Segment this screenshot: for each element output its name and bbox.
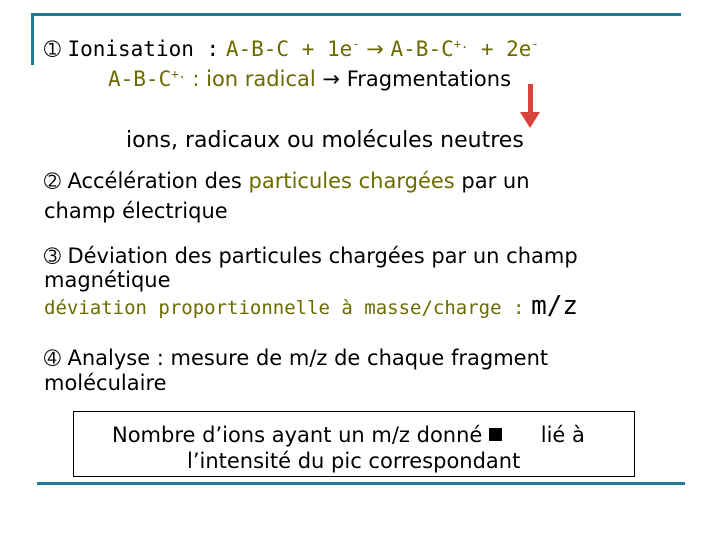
step3-text: Déviation des particules chargées par un champ xyxy=(67,244,578,268)
step1-equation-left: A-B-C + 1e xyxy=(225,37,353,61)
square-bullet-icon xyxy=(489,428,502,441)
box-line1a: Nombre d’ions ayant un m/z donné xyxy=(112,423,483,447)
summary-box xyxy=(73,411,635,477)
step1-minus2: - xyxy=(531,37,539,51)
step3-number: ➂ xyxy=(44,244,61,268)
step1-plus: + 2e xyxy=(468,37,532,61)
step3-line3 xyxy=(44,291,579,321)
step4-line2: moléculaire xyxy=(44,371,167,395)
step1-sup-radical2: +. xyxy=(171,67,186,81)
bottom-rule xyxy=(37,482,685,485)
step2-line2: champ électrique xyxy=(44,199,228,223)
step2-text-b: par un xyxy=(454,169,530,193)
step1-result: ions, radicaux ou molécules neutres xyxy=(126,128,524,153)
step1-minus1: - xyxy=(352,37,360,51)
step3-line2: magnétique xyxy=(44,268,171,292)
step4-number: ➃ xyxy=(44,346,61,370)
step3-deviation: déviation proportionnelle à masse/charge : xyxy=(44,297,525,319)
step1-equation-right: A-B-C xyxy=(390,37,454,61)
step2-text-a: Accélération des xyxy=(67,169,249,193)
step2-number: ➁ xyxy=(44,169,61,193)
step3-line1 xyxy=(44,244,578,268)
step1-line2-mid: : ion radical xyxy=(192,67,316,91)
step1-line2-right: Fragmentations xyxy=(346,67,512,91)
down-arrow-head-icon xyxy=(520,112,540,128)
step1-line2-arrow-icon: → xyxy=(322,67,340,91)
box-line2: l’intensité du pic correspondant xyxy=(187,449,521,473)
step1-line1 xyxy=(44,37,539,61)
step4-text: Analyse : mesure de m/z de chaque fragment xyxy=(67,346,549,370)
step1-arrow-icon: → xyxy=(366,37,384,61)
step1-label: Ionisation : xyxy=(67,37,220,61)
step1-line2-left: A-B-C xyxy=(108,67,172,91)
step2-line1 xyxy=(44,169,530,193)
step1-line2 xyxy=(108,67,511,91)
top-rule xyxy=(31,13,681,16)
box-line1b: lié à xyxy=(540,423,585,447)
box-line1 xyxy=(112,423,585,447)
down-arrow-icon xyxy=(528,84,533,114)
step1-number: ➀ xyxy=(44,37,61,61)
step4-line1 xyxy=(44,346,548,370)
step1-sup-radical1: +. xyxy=(453,37,469,51)
step3-mz: m/z xyxy=(531,291,579,321)
step2-highlight: particules chargées xyxy=(248,169,455,193)
left-rule xyxy=(31,13,34,65)
